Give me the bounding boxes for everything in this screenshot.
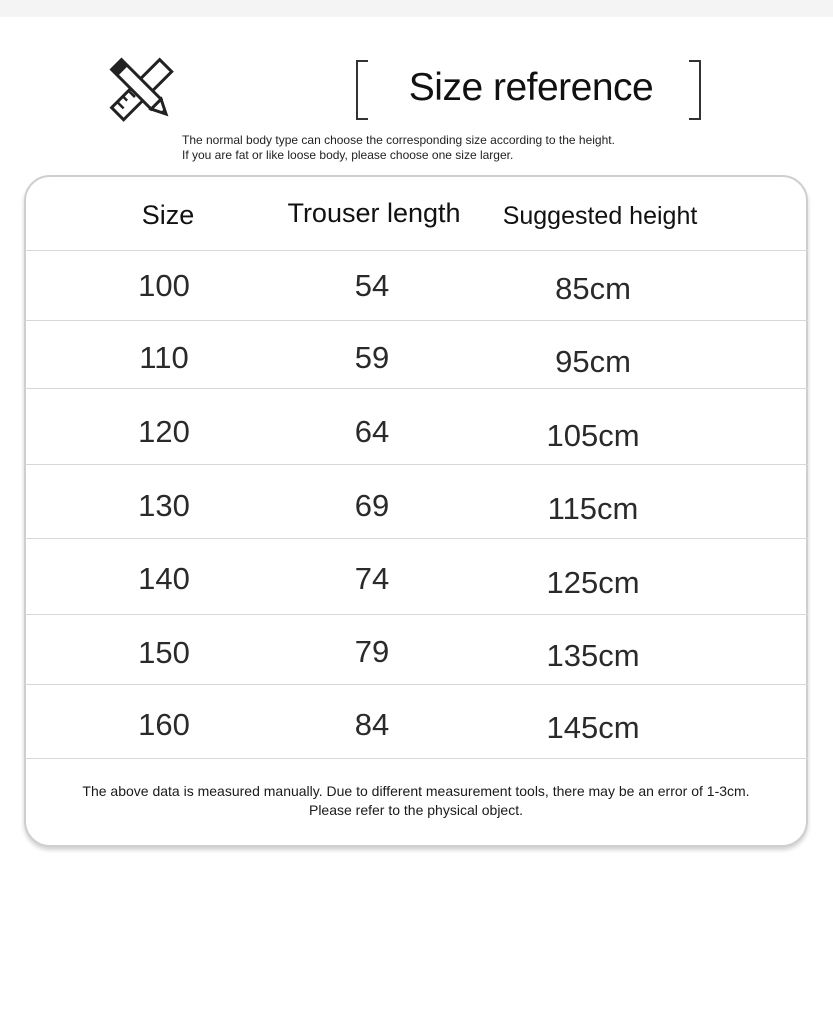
disclaimer-line: The above data is measured manually. Due to different measurement tools, there may be an error of 1-3cm. bbox=[82, 783, 750, 799]
cell-suggested-height: 145cm bbox=[546, 710, 640, 745]
title-bracket-left bbox=[356, 60, 368, 120]
cell-trouser-length: 64 bbox=[354, 414, 390, 449]
cell-trouser-length: 69 bbox=[354, 488, 390, 523]
cell-size: 110 bbox=[139, 340, 189, 375]
cell-size: 100 bbox=[138, 268, 190, 303]
row-divider bbox=[25, 250, 808, 251]
row-divider bbox=[25, 464, 808, 465]
row-divider bbox=[25, 388, 808, 389]
row-divider bbox=[25, 614, 808, 615]
cell-trouser-length: 59 bbox=[354, 340, 390, 375]
cell-trouser-length: 84 bbox=[354, 707, 390, 742]
cell-trouser-length: 74 bbox=[354, 561, 390, 596]
disclaimer-line: Please refer to the physical object. bbox=[308, 802, 523, 818]
cell-suggested-height: 115cm bbox=[547, 491, 639, 526]
row-divider bbox=[25, 684, 808, 685]
size-note-line: If you are fat or like loose body, please choose one size larger. bbox=[182, 148, 514, 162]
cell-suggested-height: 105cm bbox=[546, 418, 640, 453]
cell-suggested-height: 125cm bbox=[546, 565, 640, 600]
top-strip bbox=[0, 0, 833, 17]
cell-trouser-length: 54 bbox=[354, 268, 390, 303]
cell-suggested-height: 95cm bbox=[555, 344, 631, 379]
cell-size: 140 bbox=[138, 561, 190, 596]
column-header-trouser-length: Trouser length bbox=[287, 198, 461, 228]
cell-suggested-height: 135cm bbox=[546, 638, 640, 673]
measurement-disclaimer bbox=[24, 782, 808, 820]
size-note bbox=[182, 133, 702, 163]
size-note-line: The normal body type can choose the corresponding size according to the height. bbox=[182, 133, 615, 147]
column-header-suggested-height: Suggested height bbox=[502, 202, 698, 230]
cell-size: 120 bbox=[138, 414, 190, 449]
cell-size: 150 bbox=[138, 635, 190, 670]
title-bracket-right bbox=[689, 60, 701, 120]
page-title: Size reference bbox=[408, 66, 654, 109]
row-divider bbox=[25, 320, 808, 321]
row-divider bbox=[25, 758, 808, 759]
column-header-size: Size bbox=[141, 200, 195, 230]
cell-size: 160 bbox=[138, 707, 190, 742]
cell-size: 130 bbox=[138, 488, 190, 523]
row-divider bbox=[25, 538, 808, 539]
ruler-pencil-icon bbox=[104, 52, 180, 128]
cell-suggested-height: 85cm bbox=[555, 271, 631, 306]
cell-trouser-length: 79 bbox=[354, 634, 390, 669]
